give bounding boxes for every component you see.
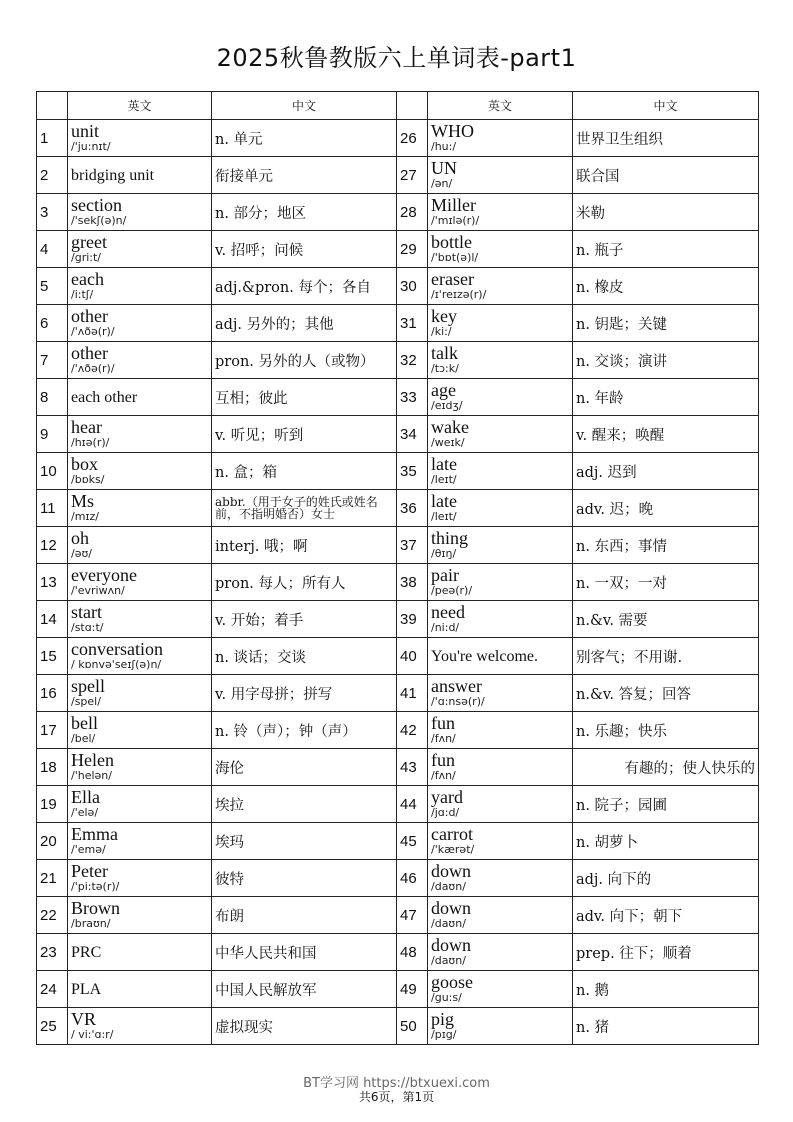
english-word: answer [431,676,482,696]
chinese-meaning: n. 瓶子 [573,231,759,268]
english-cell [68,786,212,823]
english-cell [428,1008,573,1045]
english-word: carrot [431,824,473,844]
table-row [37,934,759,971]
english-word: goose [431,972,473,992]
english-cell [428,305,573,342]
phonetic: /tɔ:k/ [431,362,459,375]
chinese-meaning: n. 猪 [573,1008,759,1045]
phonetic: /gu:s/ [431,991,462,1004]
entry-number: 43 [397,749,428,786]
entry-number: 7 [37,342,68,379]
table-row [37,1008,759,1045]
chinese-meaning: 世界卫生组织 [573,120,759,157]
entry-number: 5 [37,268,68,305]
phonetic: /əʊ/ [71,547,92,560]
chinese-meaning: 互相；彼此 [212,379,397,416]
english-word: Brown [71,898,120,918]
english-word: Miller [431,195,476,215]
english-word: talk [431,343,458,363]
entry-number: 22 [37,897,68,934]
phonetic: /weɪk/ [431,436,465,449]
english-cell [428,823,573,860]
table-row [37,527,759,564]
chinese-meaning: 有趣的；使人快乐的 [573,749,759,786]
english-cell [68,120,212,157]
chinese-meaning: adj. 向下的 [573,860,759,897]
english-cell [68,342,212,379]
english-word: other [71,343,108,363]
english-word: Ella [71,787,100,807]
english-word: greet [71,232,107,252]
english-cell [68,379,212,416]
chinese-meaning: n. 胡萝卜 [573,823,759,860]
english-cell [428,712,573,749]
table-row [37,231,759,268]
phonetic: /leɪt/ [431,510,457,523]
phonetic: / kɒnvə'seɪʃ(ə)n/ [71,658,162,671]
table-row [37,749,759,786]
chinese-meaning: n. 院子；园圃 [573,786,759,823]
english-cell [68,194,212,231]
entry-number: 28 [397,194,428,231]
entry-number: 6 [37,305,68,342]
entry-number: 36 [397,490,428,527]
phonetic: /gri:t/ [71,251,101,264]
phonetic: /hɪə(r)/ [71,436,110,449]
entry-number: 45 [397,823,428,860]
phonetic: /'ɑ:nsə(r)/ [431,695,485,708]
chinese-meaning: v. 用字母拼；拼写 [212,675,397,712]
phonetic: /fʌn/ [431,732,456,745]
entry-number: 3 [37,194,68,231]
phonetic: /spel/ [71,695,101,708]
english-cell [428,786,573,823]
entry-number: 49 [397,971,428,1008]
english-word: pig [431,1009,455,1029]
phonetic: /bel/ [71,732,96,745]
header-english-right: 英文 [428,92,573,120]
header-english-left: 英文 [68,92,212,120]
vocabulary-table [36,91,759,1045]
phonetic: /'emə/ [71,843,106,856]
english-word: need [431,602,465,622]
phonetic: /θɪŋ/ [431,547,457,560]
english-word: Peter [71,861,108,881]
english-cell [428,897,573,934]
entry-number: 34 [397,416,428,453]
entry-number: 4 [37,231,68,268]
phonetic: /peə(r)/ [431,584,473,597]
english-cell [68,416,212,453]
chinese-meaning: n. 单元 [212,120,397,157]
table-row [37,416,759,453]
phonetic: /stɑ:t/ [71,621,104,634]
english-cell [428,120,573,157]
english-cell [68,157,212,194]
english-cell [428,490,573,527]
phonetic: /eɪdʒ/ [431,399,463,412]
english-cell [68,638,212,675]
english-cell [68,749,212,786]
table-row [37,823,759,860]
english-cell [68,712,212,749]
english-cell [428,601,573,638]
english-word: fun [431,750,455,770]
english-cell [68,305,212,342]
header-num-left [37,92,68,120]
phonetic: /daʊn/ [431,880,466,893]
english-cell [428,231,573,268]
english-word: unit [71,121,100,141]
english-cell [68,823,212,860]
chinese-meaning: 海伦 [212,749,397,786]
chinese-meaning: 中国人民解放军 [212,971,397,1008]
english-word: everyone [71,565,137,585]
english-cell [428,749,573,786]
table-row [37,342,759,379]
entry-number: 19 [37,786,68,823]
table-row [37,786,759,823]
chinese-meaning: adj. 另外的；其他 [212,305,397,342]
phonetic: /'bɒt(ə)l/ [431,251,479,264]
table-row [37,194,759,231]
english-word: section [71,195,122,215]
phonetic: /'evriwʌn/ [71,584,125,597]
entry-number: 31 [397,305,428,342]
table-row [37,712,759,749]
entry-number: 17 [37,712,68,749]
entry-number: 18 [37,749,68,786]
english-cell [68,1008,212,1045]
phonetic: /ən/ [431,177,453,190]
english-cell [68,231,212,268]
chinese-meaning: n. 鹅 [573,971,759,1008]
english-word: start [71,602,102,622]
chinese-meaning: 彼特 [212,860,397,897]
entry-number: 30 [397,268,428,305]
phonetic: /ni:d/ [431,621,460,634]
chinese-meaning: abbr.（用于女子的姓氏或姓名前，不指明婚否）女士 [212,490,397,527]
english-cell [428,194,573,231]
chinese-meaning: 联合国 [573,157,759,194]
phonetic: /daʊn/ [431,917,466,930]
english-cell [428,934,573,971]
chinese-meaning: n. 钥匙；关键 [573,305,759,342]
entry-number: 39 [397,601,428,638]
entry-number: 27 [397,157,428,194]
chinese-meaning: 衔接单元 [212,157,397,194]
english-word: fun [431,713,455,733]
phonetic: /pɪg/ [431,1028,457,1041]
footer-page-number: 共6页，第1页 [358,1090,435,1104]
english-word: key [431,306,457,326]
entry-number: 1 [37,120,68,157]
phonetic: /'helən/ [71,769,112,782]
page-title: 2025秋鲁教版六上单词表-part1 [216,44,577,72]
table-row [37,379,759,416]
chinese-meaning: adv. 迟；晚 [573,490,759,527]
chinese-meaning: n. 铃（声）；钟（声） [212,712,397,749]
english-word: thing [431,528,469,548]
entry-number: 41 [397,675,428,712]
entry-number: 23 [37,934,68,971]
english-word: You're welcome. [431,647,539,665]
english-cell [428,564,573,601]
english-word: oh [71,528,89,548]
english-cell [428,157,573,194]
entry-number: 14 [37,601,68,638]
english-word: other [71,306,108,326]
chinese-meaning: n. 盒；箱 [212,453,397,490]
phonetic: /ki:/ [431,325,452,338]
table-row [37,601,759,638]
entry-number: 8 [37,379,68,416]
phonetic: /mɪz/ [71,510,99,523]
header-chinese-right: 中文 [573,92,759,120]
chinese-meaning: interj. 哦；啊 [212,527,397,564]
english-cell [68,490,212,527]
phonetic: /daʊn/ [431,954,466,967]
table-row [37,453,759,490]
english-cell [428,860,573,897]
english-cell [68,527,212,564]
phonetic: /'ʌðə(r)/ [71,325,115,338]
table-row [37,897,759,934]
entry-number: 26 [397,120,428,157]
english-cell [428,268,573,305]
chinese-meaning: prep. 往下；顺着 [573,934,759,971]
table-row [37,675,759,712]
phonetic: /'ʌðə(r)/ [71,362,115,375]
english-cell [428,379,573,416]
english-cell [68,934,212,971]
english-word: box [71,454,98,474]
english-word: UN [431,158,457,178]
english-word: Emma [71,824,118,844]
entry-number: 13 [37,564,68,601]
table-row [37,564,759,601]
entry-number: 10 [37,453,68,490]
table-row [37,268,759,305]
english-word: down [431,935,471,955]
entry-number: 2 [37,157,68,194]
table-row [37,971,759,1008]
english-word: bell [71,713,98,733]
table-row [37,305,759,342]
phonetic: /braʊn/ [71,917,111,930]
table-row [37,120,759,157]
english-word: bridging unit [71,166,155,184]
english-word: late [431,454,457,474]
entry-number: 48 [397,934,428,971]
chinese-meaning: adv. 向下；朝下 [573,897,759,934]
chinese-meaning: 米勒 [573,194,759,231]
entry-number: 21 [37,860,68,897]
entry-number: 15 [37,638,68,675]
phonetic: /'sekʃ(ə)n/ [71,214,127,227]
english-cell [68,675,212,712]
entry-number: 38 [397,564,428,601]
english-cell [68,453,212,490]
phonetic: /i:tʃ/ [71,288,94,301]
phonetic: /bɒks/ [71,473,105,486]
chinese-meaning: adj. 迟到 [573,453,759,490]
chinese-meaning: v. 听见；听到 [212,416,397,453]
phonetic: /ɪ'reɪzə(r)/ [431,288,487,301]
chinese-meaning: v. 招呼；问候 [212,231,397,268]
english-cell [428,453,573,490]
entry-number: 50 [397,1008,428,1045]
chinese-meaning: n. 乐趣；快乐 [573,712,759,749]
chinese-meaning: pron. 另外的人（或物） [212,342,397,379]
chinese-meaning: 虚拟现实 [212,1008,397,1045]
english-word: each [71,269,104,289]
header-num-right [397,92,428,120]
english-word: Helen [71,750,114,770]
english-cell [428,527,573,564]
english-word: WHO [431,121,474,141]
entry-number: 44 [397,786,428,823]
chinese-meaning: n.&v. 答复；回答 [573,675,759,712]
english-cell [428,675,573,712]
english-word: spell [71,676,105,696]
english-word: pair [431,565,459,585]
footer-site: BT学习网 https://btxuexi.com [303,1076,490,1091]
chinese-meaning: 埃玛 [212,823,397,860]
entry-number: 24 [37,971,68,1008]
entry-number: 46 [397,860,428,897]
entry-number: 32 [397,342,428,379]
phonetic: /jɑ:d/ [431,806,460,819]
english-word: Ms [71,491,95,511]
phonetic: /'mɪlə(r)/ [431,214,480,227]
header-chinese-left: 中文 [212,92,397,120]
table-row [37,157,759,194]
english-word: down [431,898,471,918]
entry-number: 29 [397,231,428,268]
english-cell [68,860,212,897]
chinese-meaning: 别客气；不用谢. [573,638,759,675]
english-word: VR [71,1009,97,1029]
table-row [37,860,759,897]
phonetic: /'pi:tə(r)/ [71,880,120,893]
table-body [37,120,759,1045]
english-cell [68,601,212,638]
english-word: yard [431,787,463,807]
english-word: conversation [71,639,163,659]
chinese-meaning: n. 年龄 [573,379,759,416]
english-word: eraser [431,269,474,289]
english-word: down [431,861,471,881]
entry-number: 25 [37,1008,68,1045]
phonetic: / vi:'ɑ:r/ [71,1028,114,1041]
english-word: bottle [431,232,472,252]
chinese-meaning: n. 一双；一对 [573,564,759,601]
table-row [37,638,759,675]
entry-number: 12 [37,527,68,564]
entry-number: 35 [397,453,428,490]
english-cell [68,564,212,601]
chinese-meaning: 埃拉 [212,786,397,823]
table-header-row [37,92,759,120]
english-cell [68,268,212,305]
phonetic: /'kærət/ [431,843,475,856]
english-word: wake [431,417,469,437]
english-word: PLA [71,980,102,998]
entry-number: 40 [397,638,428,675]
english-cell [68,897,212,934]
chinese-meaning: adj.&pron. 每个；各自 [212,268,397,305]
chinese-meaning: v. 开始；着手 [212,601,397,638]
phonetic: /'ju:nɪt/ [71,140,111,153]
english-word: hear [71,417,102,437]
chinese-meaning: n. 部分；地区 [212,194,397,231]
phonetic: /'elə/ [71,806,99,819]
chinese-meaning: n.&v. 需要 [573,601,759,638]
chinese-meaning: n. 东西；事情 [573,527,759,564]
english-cell [68,971,212,1008]
entry-number: 9 [37,416,68,453]
english-word: late [431,491,457,511]
entry-number: 33 [397,379,428,416]
entry-number: 16 [37,675,68,712]
english-word: PRC [71,943,102,961]
english-cell [428,416,573,453]
phonetic: /fʌn/ [431,769,456,782]
chinese-meaning: n. 交谈；演讲 [573,342,759,379]
chinese-meaning: n. 谈话；交谈 [212,638,397,675]
english-word: each other [71,388,138,406]
chinese-meaning: v. 醒来；唤醒 [573,416,759,453]
entry-number: 11 [37,490,68,527]
chinese-meaning: 中华人民共和国 [212,934,397,971]
entry-number: 42 [397,712,428,749]
entry-number: 47 [397,897,428,934]
entry-number: 20 [37,823,68,860]
phonetic: /hu:/ [431,140,457,153]
chinese-meaning: n. 橡皮 [573,268,759,305]
chinese-meaning: pron. 每人；所有人 [212,564,397,601]
english-cell [428,342,573,379]
english-cell [428,971,573,1008]
phonetic: /leɪt/ [431,473,457,486]
english-word: age [431,380,456,400]
chinese-meaning: 布朗 [212,897,397,934]
english-cell [428,638,573,675]
entry-number: 37 [397,527,428,564]
table-row [37,490,759,527]
